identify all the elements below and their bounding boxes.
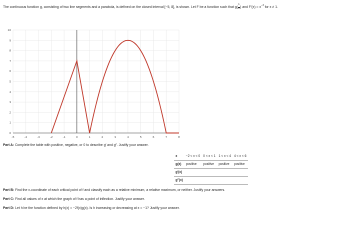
table-header-row <box>174 152 248 160</box>
table-cell-input[interactable] <box>184 168 201 176</box>
table-cell-input[interactable] <box>217 176 232 184</box>
table-cell: positive <box>232 160 247 168</box>
graph-svg <box>3 24 183 141</box>
part-a-label: Part A: <box>3 143 14 147</box>
table-cell-input[interactable] <box>232 176 247 184</box>
part-b-text: Find the x-coordinate of each critical point of f and classify each as a relative minimum, a relative maximum, or neither. Justify your answers. <box>15 188 226 192</box>
x-tick-label: -1 <box>62 135 66 139</box>
table-header-interval: 4 < x < 6 <box>232 152 247 160</box>
x-tick-label: 7 <box>165 135 168 139</box>
y-tick-label: 3 <box>9 100 11 105</box>
table-cell-input[interactable] <box>184 176 201 184</box>
intro-text: The continuous function g, consisting of two line segments and a parabola, is defined on the closed interval [−5, 8], is shown. Let F be a function such that <box>3 5 234 10</box>
fraction-denominator: x <box>238 6 240 10</box>
x-tick-label: 1 <box>88 135 91 139</box>
y-tick-label: 6 <box>9 69 11 74</box>
table-header-interval: 0 < x < 1 <box>202 152 217 160</box>
y-tick-label: 1 <box>9 120 11 125</box>
x-tick-label: -4 <box>24 135 28 139</box>
y-tick-label: 5 <box>9 79 11 84</box>
table-cell: positive <box>184 160 201 168</box>
y-tick-label: 7 <box>9 58 11 63</box>
x-tick-label: 2 <box>101 135 104 139</box>
f-expression-mid: ) and <box>240 5 248 10</box>
part-d-text: Let h be the function defined by h(x) = −2f(x)g(x). Is h increasing or decreasing at x = −1? Justify your answer. <box>15 206 180 210</box>
table-cell-input[interactable] <box>202 176 217 184</box>
table-header-x: x <box>174 152 184 160</box>
derivative-expression: F′(x) = x <box>248 5 262 10</box>
table-row-g-double-prime <box>174 176 248 184</box>
sign-table <box>174 152 248 185</box>
table-cell-input[interactable] <box>232 168 247 176</box>
f-expression-lhs: g( <box>234 5 238 10</box>
part-c <box>3 197 145 201</box>
table-header-interval: 1 < x < 4 <box>217 152 232 160</box>
problem-statement <box>3 3 347 10</box>
part-d <box>3 206 180 210</box>
x-tick-label: 4 <box>127 135 129 139</box>
table-row-label: g(x) <box>174 160 184 168</box>
table-row-label: g″(x) <box>175 178 183 182</box>
function-graph <box>3 24 183 141</box>
part-a-text: Complete the table with positive, negative, or 0 to describe g′ and g″. Justify your answer. <box>14 143 149 147</box>
y-tick-label: 8 <box>9 48 11 53</box>
x-tick-label: 5 <box>139 135 142 139</box>
x-tick-label: 0 <box>76 135 78 139</box>
y-tick-label: 4 <box>9 89 11 94</box>
intro-text-end: for x ≠ 1. <box>264 5 278 10</box>
x-tick-label: 6 <box>152 135 155 139</box>
part-c-text: Find all values of x at which the graph of f has a point of inflection. Justify your answer. <box>15 197 145 201</box>
part-b <box>3 188 225 192</box>
x-tick-label: 8 <box>178 135 180 139</box>
x-tick-label: 3 <box>114 135 116 139</box>
y-tick-label: 2 <box>9 110 11 115</box>
table-header-interval: −2 < x < 0 <box>184 152 201 160</box>
derivative-exponent: −3 <box>261 4 264 7</box>
y-tick-label: 10 <box>7 28 11 32</box>
part-d-label: Part D: <box>3 206 15 210</box>
table-cell-input[interactable] <box>217 168 232 176</box>
y-tick-label: 9 <box>9 38 11 43</box>
table-row-g <box>174 160 248 168</box>
table-cell: positive <box>217 160 232 168</box>
table-cell: positive <box>202 160 217 168</box>
x-tick-label: -5 <box>11 135 15 139</box>
x-tick-label: -3 <box>37 135 40 139</box>
table-row-label: g′(x) <box>174 168 184 176</box>
y-tick-label: 0 <box>9 131 11 135</box>
table-row-g-prime <box>174 168 248 176</box>
part-b-label: Part B: <box>3 188 15 192</box>
part-a <box>3 143 149 147</box>
part-c-label: Part C: <box>3 197 15 201</box>
x-tick-label: -2 <box>49 135 53 139</box>
table-cell-input[interactable] <box>202 168 217 176</box>
fraction-numerator: 1 <box>238 3 240 7</box>
